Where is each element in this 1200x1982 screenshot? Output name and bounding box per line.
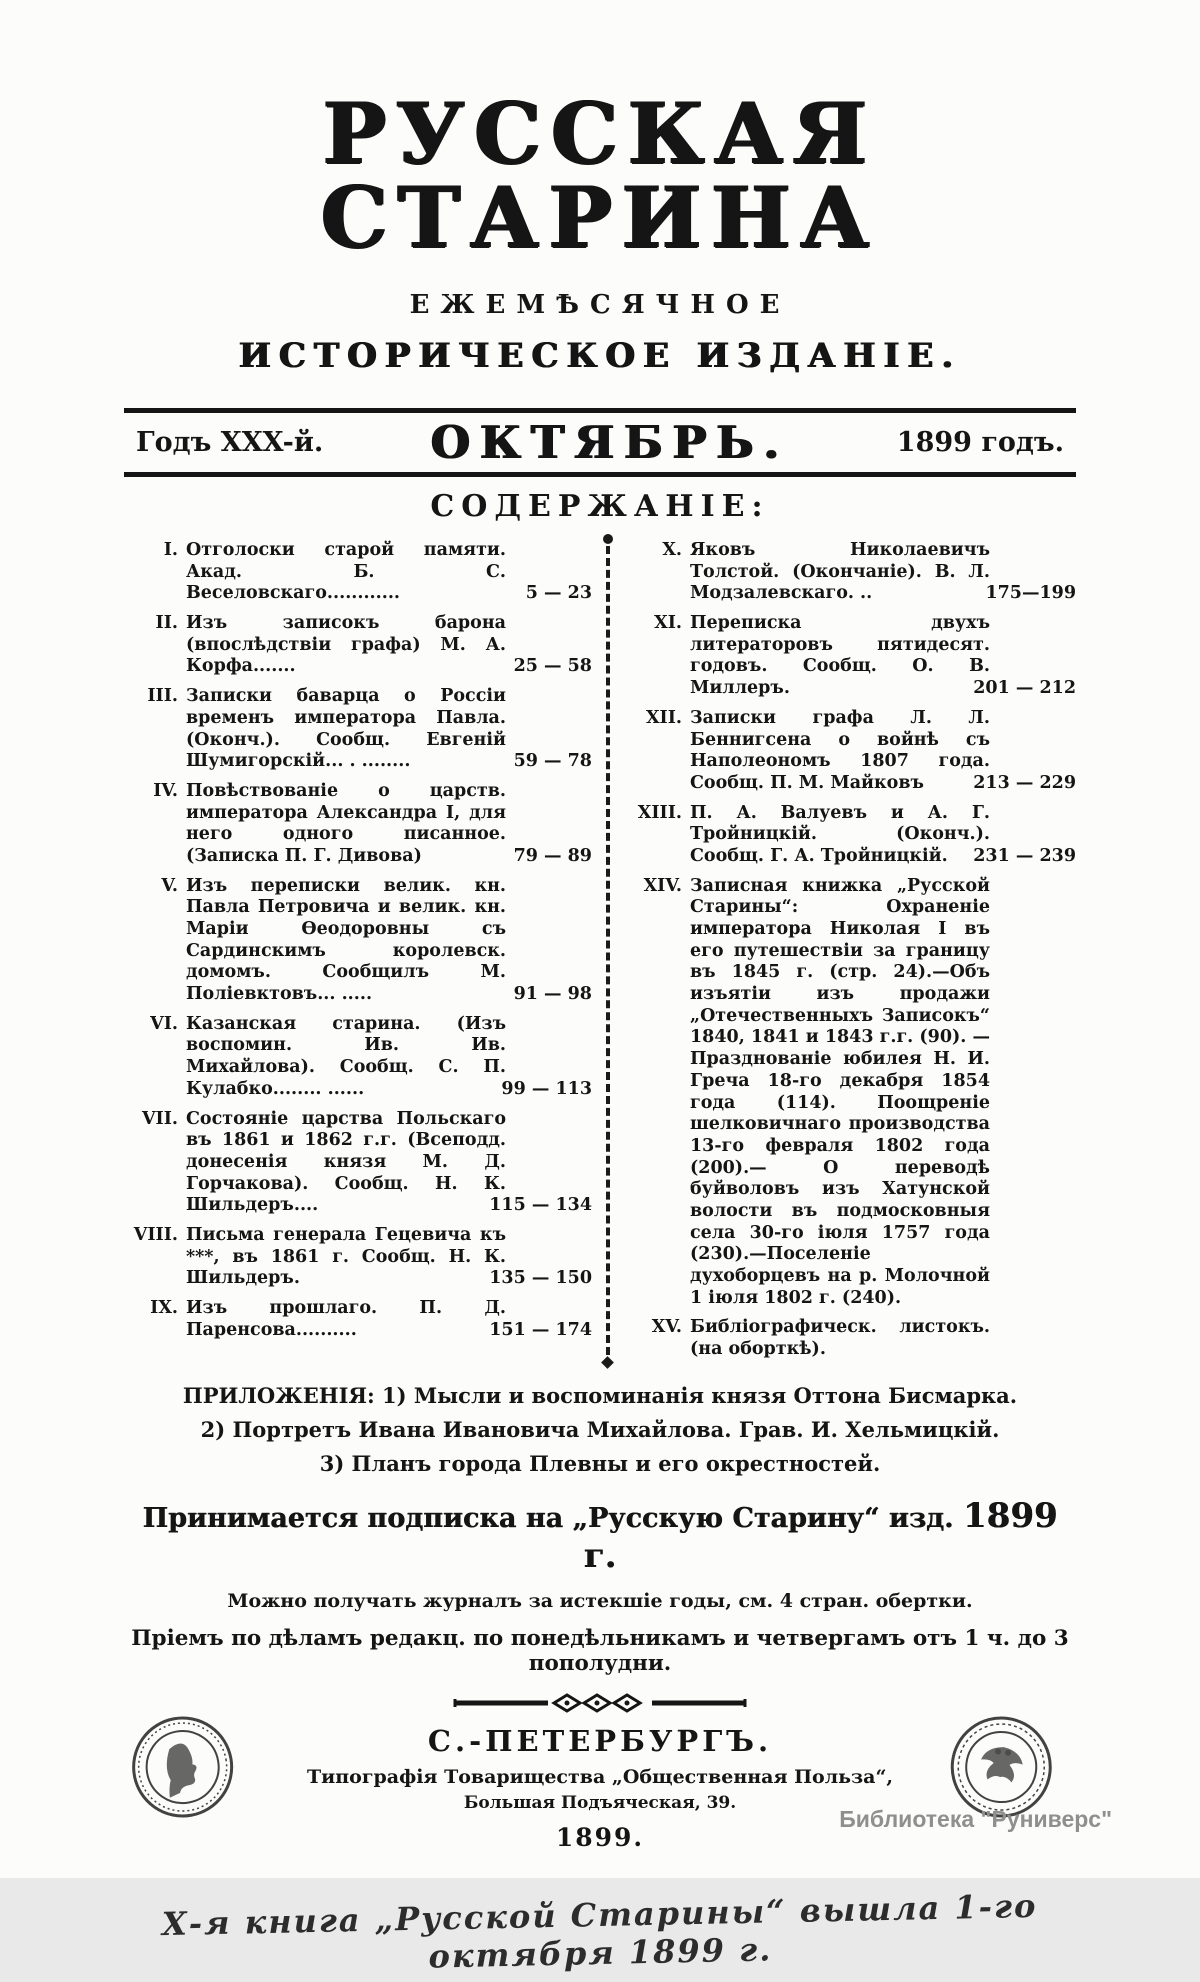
appendices-section xyxy=(124,1383,1076,1476)
issue-header-band xyxy=(124,408,1076,477)
toc-entry xyxy=(628,876,1076,1310)
library-watermark: Библиотека "Руниверс" xyxy=(839,1806,1112,1832)
toc-entry-number: VIII. xyxy=(133,1224,178,1245)
toc-entry xyxy=(124,1109,592,1217)
toc-entry-number: I. xyxy=(163,540,178,560)
toc-entry-pages: 5 — 23 xyxy=(525,583,592,604)
toc-entry-text: Повѣствованіе о царств. императора Александра I, для него одного писанное. (Записка П. Г. Дивова) xyxy=(186,780,506,866)
appendices-label: ПРИЛОЖЕНІЯ: xyxy=(182,1382,375,1408)
imprint-city: С.-ПЕТЕРБУРГЪ. xyxy=(427,1723,773,1758)
subscription-text: Принимается подписка на „Русскую Старину“ изд. xyxy=(142,1502,954,1534)
toc-entry-pages: 91 — 98 xyxy=(513,984,592,1005)
toc-entry-text: Записки графа Л. Л. Беннигсена о войнѣ съ Наполеономъ 1807 года. Сообщ. П. М. Майковъ xyxy=(690,707,990,793)
toc-entry-pages: 135 — 150 xyxy=(489,1268,592,1289)
seal-left-icon xyxy=(121,1705,244,1832)
toc-entry-pages: 151 — 174 xyxy=(489,1319,592,1340)
toc-heading: СОДЕРЖАНІЕ: xyxy=(430,489,770,524)
toc-entry xyxy=(124,1298,592,1341)
toc-entry-pages xyxy=(990,876,1076,1310)
toc-entry xyxy=(124,781,592,868)
toc-entry-pages: 25 — 58 xyxy=(513,656,592,677)
month-label: ОКТЯБРЬ. xyxy=(430,416,790,469)
toc-entry-text: Изъ прошлаго. П. Д. Паренсова.......... xyxy=(186,1298,506,1340)
toc-entry-pages: 175—199 xyxy=(985,583,1076,604)
toc-entry-text: Переписка двухъ литераторовъ пятидесят. годовъ. Сообщ. О. В. Миллеръ. xyxy=(690,613,990,699)
toc-entry xyxy=(124,876,592,1006)
table-of-contents xyxy=(124,540,1076,1369)
toc-entry-pages: 231 — 239 xyxy=(973,845,1076,866)
toc-entry xyxy=(124,540,592,605)
toc-entry-number: III. xyxy=(147,686,178,707)
toc-entry-pages: 79 — 89 xyxy=(513,845,592,866)
toc-entry xyxy=(628,540,1076,605)
toc-entry-text: Состояніе царства Польскаго въ 1861 и 1862 г.г. (Всеподд. донесенія князя М. Д. Горчакова). Сообщ. Н. К. Шильдеръ.... xyxy=(186,1108,506,1216)
toc-entry-text: Изъ переписки велик. кн. Павла Петровича и велик. кн. Маріи Ѳеодоровны съ Сардинскимъ королевск. домомъ. Сообщилъ М. Поліевктовъ... ..... xyxy=(186,875,506,1005)
toc-entry-pages: 115 — 134 xyxy=(489,1195,592,1216)
subtitle-monthly: ЕЖЕМѢСЯЧНОЕ xyxy=(409,290,791,320)
toc-entry-number: X. xyxy=(662,540,682,560)
subscription-notice xyxy=(124,1496,1076,1576)
volume-label: Годъ XXX-й. xyxy=(136,427,324,458)
toc-entry-number: IX. xyxy=(150,1298,178,1318)
toc-entry-number: XI. xyxy=(654,613,682,634)
toc-entry-number: V. xyxy=(161,875,178,896)
toc-entry-pages: 59 — 78 xyxy=(513,751,592,772)
toc-entry-number: IV. xyxy=(153,780,178,801)
toc-right-column xyxy=(628,540,1076,1369)
toc-entry-text: Изъ записокъ барона (впослѣдствіи графа) М. А. Корфа....... xyxy=(186,613,506,677)
appendix-item: 2) Портретъ Ивана Ивановича Михайлова. Грав. И. Хельмицкій. xyxy=(200,1416,1000,1442)
toc-entry-number: XIV. xyxy=(643,875,682,896)
toc-left-column xyxy=(124,540,592,1369)
toc-entry xyxy=(628,803,1076,868)
toc-entry-number: II. xyxy=(155,613,178,634)
toc-entry-pages: 213 — 229 xyxy=(973,772,1076,793)
page-content xyxy=(124,0,1076,1976)
toc-entry-text: Записная книжка „Русской Старины“: Охраненіе императора Николая I въ его путешествіи за границу въ 1845 г. (стр. 24).—Объ изъятіи изъ продажи „Отечественныхъ Записокъ“ 1840, 1841 и 1843 г.г. (90). — Празднованіе юбилея Н. И. Греча 18-го декабря 1854 года (114). Поощреніе шелковичнаго производства 13-го февраля 1802 года (200).— О переводѣ буйволовъ изъ Хатунской волости въ подмосковныя села 30-го іюля 1757 года (230).—Поселеніе духоборцевъ на р. Молочной 1 іюля 1802 г. (240). xyxy=(690,875,990,1308)
appendix-item xyxy=(124,1383,1076,1408)
toc-entry xyxy=(628,708,1076,795)
imprint-year: 1899. xyxy=(555,1822,645,1852)
toc-entry-pages: 201 — 212 xyxy=(973,678,1076,699)
back-issues-notice: Можно получать журналъ за истекшіе годы, см. 4 стран. обертки. xyxy=(227,1589,973,1612)
office-hours-notice: Пріемъ по дѣламъ редакц. по понедѣльникамъ и четвергамъ отъ 1 ч. до 3 пополудни. xyxy=(131,1625,1069,1676)
toc-entry-text: Библіографическ. листокъ. (на оборткѣ). xyxy=(690,1317,990,1360)
appendix-item-text: 1) Мысли и воспоминанія князя Оттона Бисмарка. xyxy=(382,1382,1018,1408)
toc-entry-number: XIII. xyxy=(637,802,682,823)
handwritten-note: Х-я книга „Русской Старины“ вышла 1-го октября 1899 г. xyxy=(161,1886,1038,1976)
toc-entry-number: XV. xyxy=(651,1317,682,1338)
toc-entry-text: Яковъ Николаевичъ Толстой. (Окончаніе). В. Л. Модзалевскаго. .. xyxy=(690,540,990,604)
toc-entry xyxy=(124,1014,592,1101)
toc-entry-text: Отголоски старой памяти. Акад. Б. С. Веселовскаго............ xyxy=(186,540,506,604)
ornament-divider-icon xyxy=(124,1692,1076,1716)
subscription-year: 1899 г. xyxy=(583,1495,1058,1576)
toc-entry-text: Записки баварца о Россіи временъ императора Павла. (Оконч.). Сообщ. Евгеній Шумигорскій... . ........ xyxy=(186,686,506,772)
toc-entry xyxy=(124,613,592,678)
toc-entry xyxy=(124,686,592,773)
toc-column-divider xyxy=(606,546,610,1355)
toc-entry-number: XII. xyxy=(645,707,682,728)
toc-entry-pages: 99 — 113 xyxy=(501,1078,592,1099)
year-label: 1899 годъ. xyxy=(896,427,1064,458)
toc-entry-text: П. А. Валуевъ и А. Г. Тройницкій. (Оконч.). Сообщ. Г. А. Тройницкій. xyxy=(690,802,990,866)
subtitle-historical-edition: ИСТОРИЧЕСКОЕ ИЗДАНІЕ. xyxy=(238,336,962,376)
toc-entry xyxy=(628,613,1076,700)
toc-entry xyxy=(124,1225,592,1290)
imprint-printer: Типографія Товарищества „Общественная Польза“, xyxy=(307,1765,893,1788)
toc-entry-text: Казанская старина. (Изъ воспомин. Ив. Ив. Михайлова). Сообщ. С. П. Кулабко........ ...... xyxy=(186,1013,506,1099)
toc-entry-number: VII. xyxy=(141,1108,178,1129)
toc-entry-pages xyxy=(990,1317,1076,1360)
journal-title: РУССКАЯ СТАРИНА xyxy=(320,84,880,267)
appendix-item: 3) Планъ города Плевны и его окрестностей. xyxy=(319,1450,881,1476)
toc-entry-number: VI. xyxy=(150,1013,178,1034)
toc-entry-text: Письма генерала Гецевича къ ***, въ 1861 г. Сообщ. Н. К. Шильдеръ. xyxy=(186,1224,506,1289)
toc-entry xyxy=(628,1317,1076,1360)
imprint-address: Большая Подъяческая, 39. xyxy=(463,1792,737,1813)
